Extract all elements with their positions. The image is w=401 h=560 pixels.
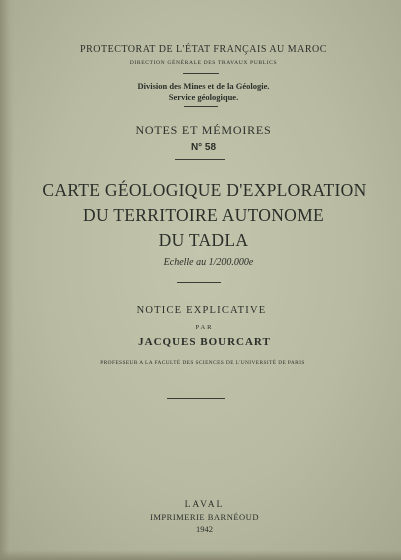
- series-name: NOTES ET MÉMOIRES: [135, 123, 272, 137]
- series-rule: [175, 159, 225, 160]
- notice-label: NOTICE EXPLICATIVE: [136, 305, 267, 316]
- author-name: JACQUES BOURCART: [138, 336, 271, 348]
- by-label: PAR: [195, 324, 214, 331]
- title-line-2: DU TERRITOIRE AUTONOME: [83, 205, 324, 225]
- author-affiliation: PROFESSEUR A LA FACULTÉ DES SCIENCES DE L'UNIVERSITÉ DE PARIS: [100, 360, 305, 366]
- imprint-year: 1942: [196, 524, 213, 534]
- imprint-city: LAVAL: [184, 500, 225, 510]
- map-scale: Echelle au 1/200.000e: [163, 257, 254, 268]
- title-rule: [177, 282, 221, 283]
- notice-rule: [167, 398, 225, 399]
- page-bottom-shadow: [0, 550, 401, 560]
- direction-subheading: DIRECTION GÉNÉRALE DES TRAVAUX PUBLICS: [129, 60, 278, 66]
- title-line-1: CARTE GÉOLOGIQUE D'EXPLORATION: [42, 180, 367, 200]
- series-number: N° 58: [190, 142, 217, 153]
- protectorate-heading: PROTECTORAT DE L'ÉTAT FRANÇAIS AU MAROC: [80, 44, 327, 55]
- imprint-printer: IMPRIMERIE BARNÉOUD: [150, 512, 259, 522]
- division-line-1: Division des Mines et de la Géologie.: [137, 81, 270, 91]
- division-rule: [184, 106, 218, 107]
- title-line-3: DU TADLA: [158, 230, 249, 250]
- division-line-2: Service géologique.: [168, 92, 239, 102]
- header-rule: [183, 73, 219, 74]
